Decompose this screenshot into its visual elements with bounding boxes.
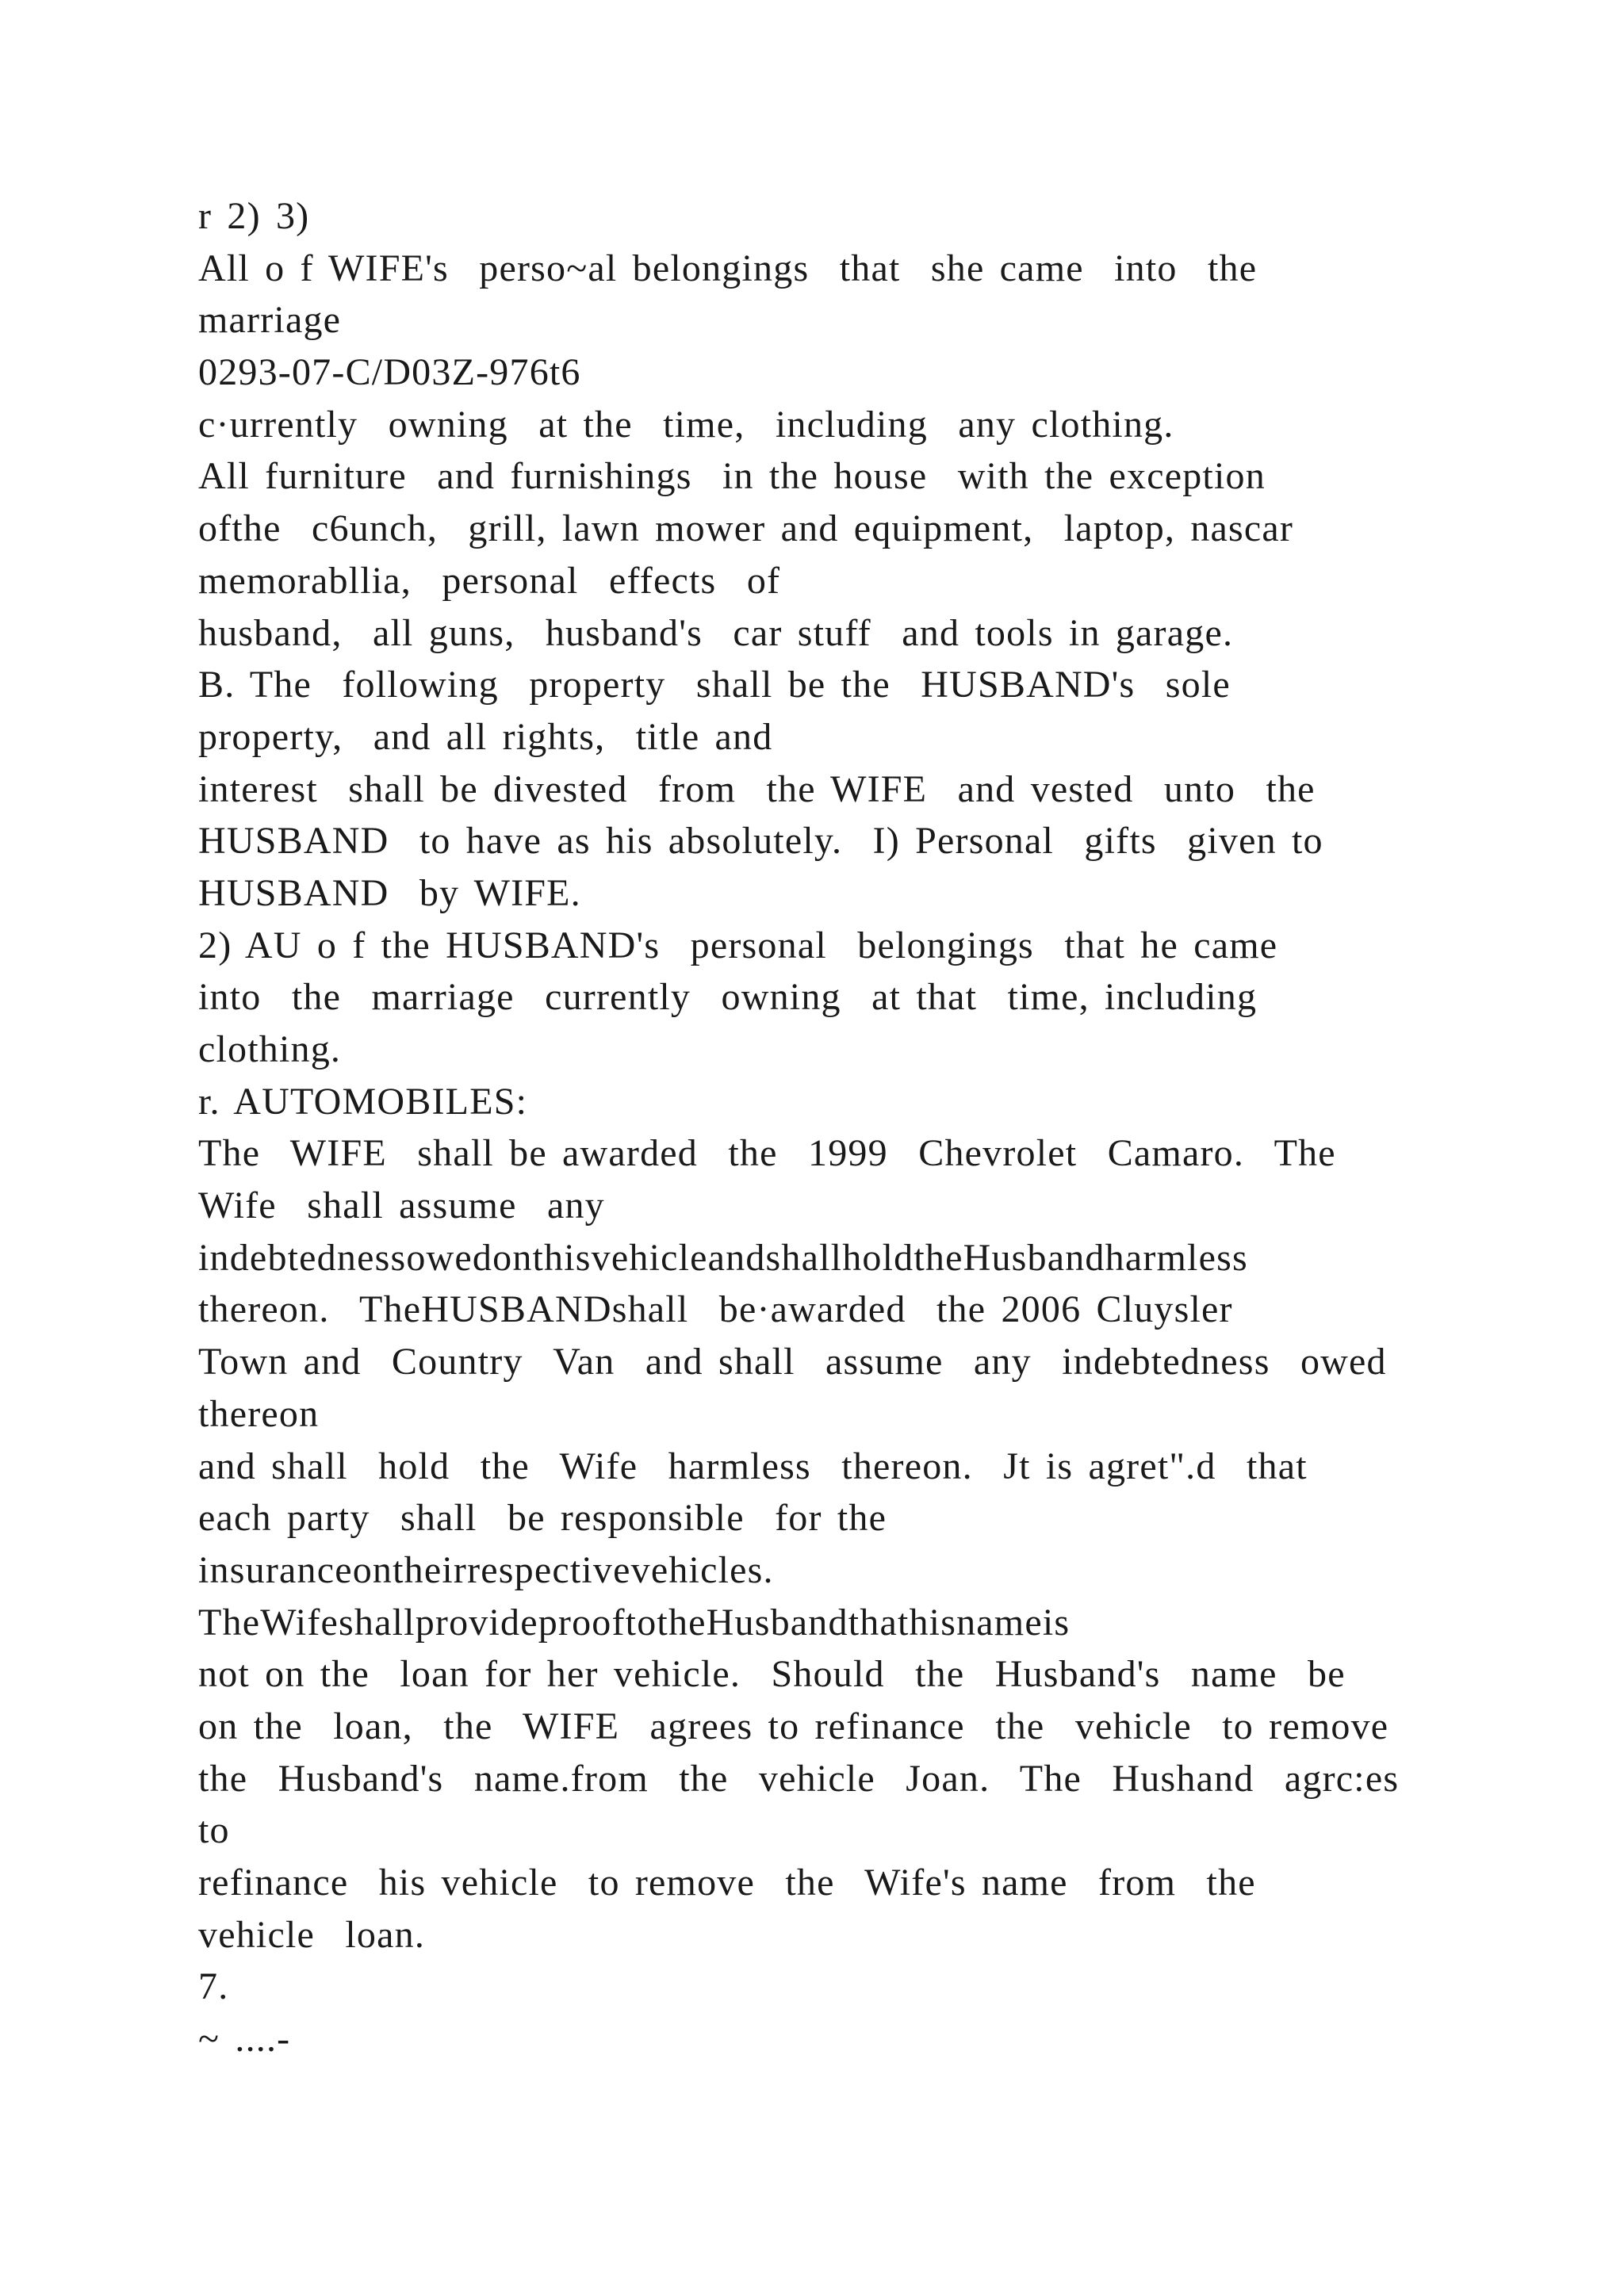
text-line: each party shall be responsible for the (198, 1497, 887, 1540)
text-line: clothing. (198, 1028, 342, 1070)
text-line: r. AUTOMOBILES: (198, 1080, 528, 1123)
text-line: refinance his vehicle to remove the Wife's name from the (198, 1862, 1256, 1904)
text-line: ofthe c6unch, grill, lawn mower and equipment, laptop, nascar (198, 507, 1294, 550)
text-line: into the marriage currently owning at that time, including (198, 976, 1258, 1019)
text-line: ~ ....- (198, 2018, 291, 2061)
text-line: HUSBAND to have as his absolutely. I) Personal gifts given to (198, 820, 1323, 863)
text-line: Wife shall assume any (198, 1184, 605, 1227)
text-line: TheWifeshallprovideprooftotheHusbandthathisnameis (198, 1601, 1071, 1644)
text-line: and shall hold the Wife harmless thereon. Jt is agret".d that (198, 1445, 1308, 1487)
text-line: thereon. TheHUSBANDshall be·awarded the 2006 Cluysler (198, 1288, 1233, 1331)
text-line: r 2) 3) (198, 195, 310, 237)
text-line: HUSBAND by WIFE. (198, 871, 581, 914)
document-body (198, 190, 1451, 2065)
text-line: indebtednessowedonthisvehicleandshallholdtheHusbandharmless (198, 1236, 1248, 1279)
text-line: not on the loan for her vehicle. Should the Husband's name be (198, 1653, 1346, 1696)
text-line: Town and Country Van and shall assume any indebtedness owed (198, 1341, 1387, 1383)
text-line: on the loan, the WIFE agrees to refinance the vehicle to remove (198, 1705, 1389, 1747)
text-line: vehicle loan. (198, 1913, 426, 1956)
text-line: memorabllia, personal effects of (198, 559, 781, 602)
text-line: 0293-07-C/D03Z-976t6 (198, 351, 581, 394)
text-line: 2) AU o f the HUSBAND's personal belongings that he came (198, 924, 1278, 966)
text-line: 7. (198, 1965, 229, 2008)
text-line: c·urrently owning at the time, including any clothing. (198, 403, 1174, 446)
text-line: B. The following property shall be the HUSBAND's sole (198, 664, 1231, 706)
text-line: husband, all guns, husband's car stuff and tools in garage. (198, 611, 1234, 654)
text-line: marriage (198, 299, 342, 342)
text-line: interest shall be divested from the WIFE and vested unto the (198, 767, 1316, 810)
text-line: All o f WIFE's perso~al belongings that she came into the (198, 247, 1258, 289)
text-line: All furniture and furnishings in the house with the exception (198, 455, 1266, 498)
text-line: property, and all rights, title and (198, 715, 773, 758)
text-line: the Husband's name.from the vehicle Joan. The Hushand agrc:es (198, 1757, 1400, 1800)
text-line: thereon (198, 1392, 320, 1435)
text-line: The WIFE shall be awarded the 1999 Chevrolet Camaro. The (198, 1132, 1336, 1175)
text-line: to (198, 1809, 230, 1852)
text-line: insuranceontheirrespectivevehicles. (198, 1548, 774, 1591)
